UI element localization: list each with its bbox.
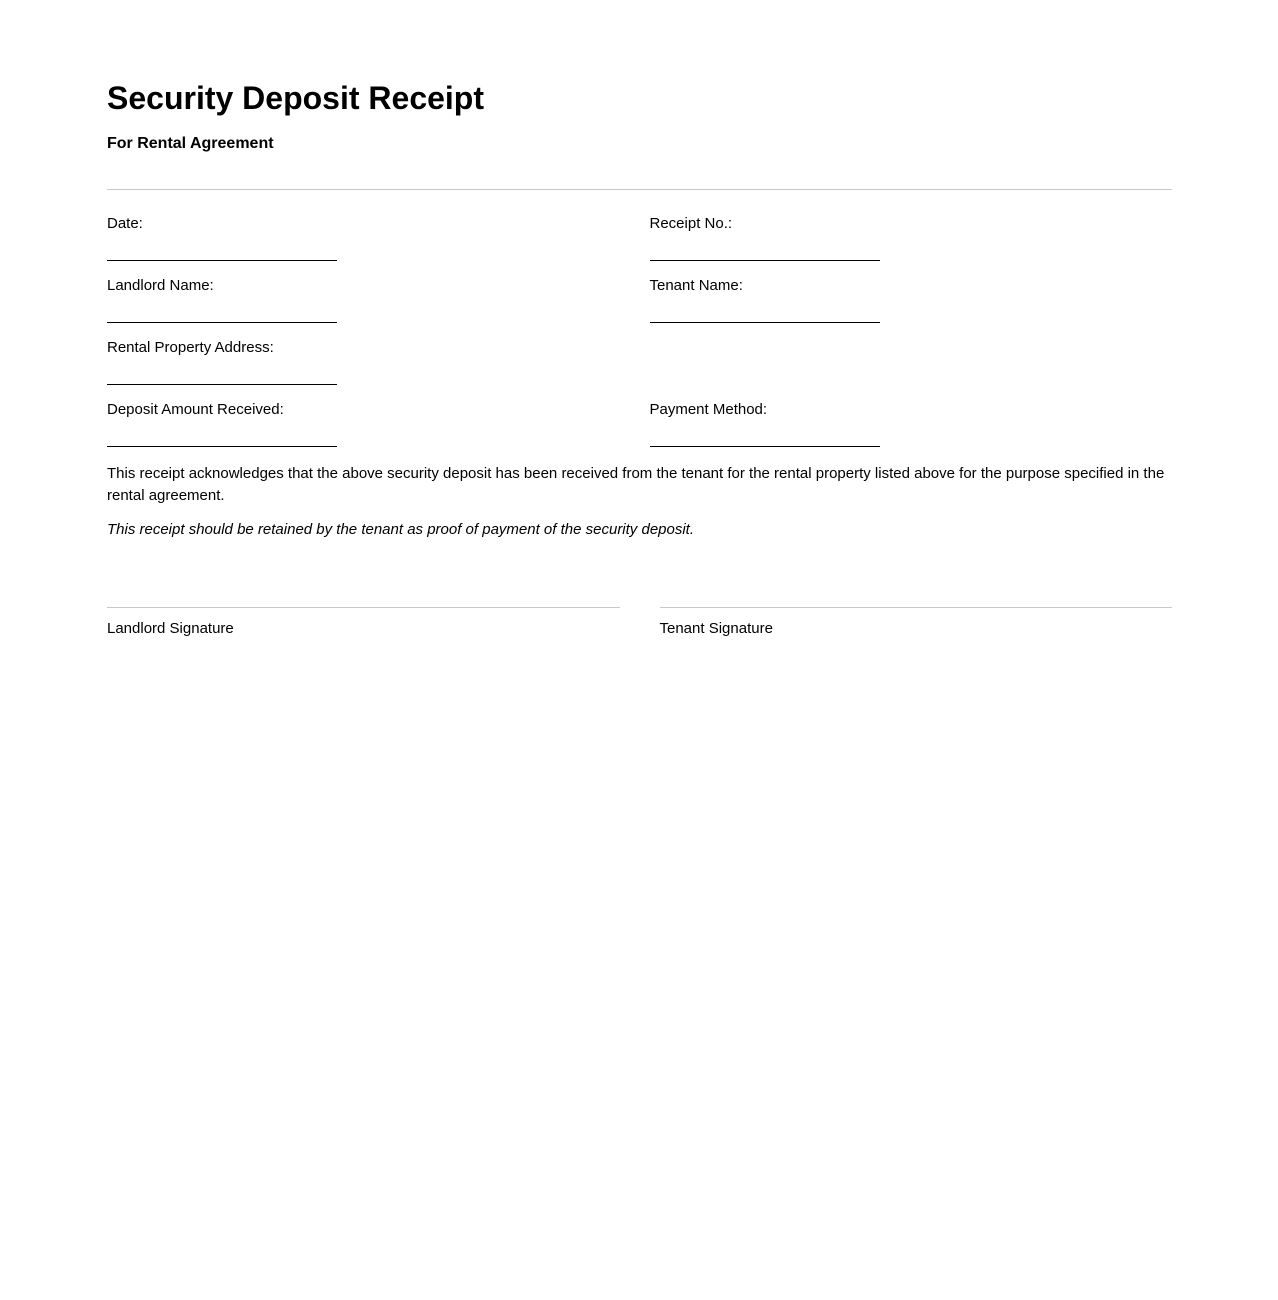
field-deposit-amount-received-blank-line <box>107 419 337 447</box>
form-grid-spacer <box>650 339 1173 385</box>
field-receipt-no-label: Receipt No.: <box>649 215 733 232</box>
tenant-signature-label: Tenant Signature <box>659 620 773 637</box>
field-receipt-no-blank-line <box>650 233 880 261</box>
landlord-signature-label: Landlord Signature <box>107 620 234 637</box>
field-payment-method <box>650 401 1173 447</box>
field-date-blank-line <box>107 233 337 261</box>
field-rental-property-address-blank-line <box>107 357 337 385</box>
field-rental-property-address-label: Rental Property Address: <box>107 339 274 356</box>
signature-section <box>107 607 1172 638</box>
field-payment-method-label: Payment Method: <box>649 401 768 418</box>
field-landlord-name-blank-line <box>107 295 337 323</box>
field-payment-method-blank-line <box>650 419 880 447</box>
field-date <box>107 215 630 261</box>
page-title: Security Deposit Receipt <box>107 80 484 116</box>
field-deposit-amount-received <box>107 401 630 447</box>
acknowledgement-paragraph: This receipt acknowledges that the above security deposit has been received from the tenant for the rental property listed above for the purpose specified in the rental agreement. <box>107 465 1165 504</box>
header-divider <box>107 189 1172 190</box>
field-tenant-name <box>650 277 1173 323</box>
field-deposit-amount-received-label: Deposit Amount Received: <box>107 401 284 418</box>
field-tenant-name-label: Tenant Name: <box>649 277 743 294</box>
retention-note-paragraph: This receipt should be retained by the tenant as proof of payment of the security deposit. <box>107 521 695 538</box>
field-landlord-name <box>107 277 630 323</box>
field-landlord-name-label: Landlord Name: <box>107 277 214 294</box>
field-date-label: Date: <box>107 215 143 232</box>
landlord-signature-block <box>107 607 620 638</box>
field-receipt-no <box>650 215 1173 261</box>
field-tenant-name-blank-line <box>650 295 880 323</box>
tenant-signature-block <box>660 607 1173 638</box>
page-subtitle: For Rental Agreement <box>107 135 274 152</box>
receipt-form-fields <box>107 215 1172 463</box>
field-rental-property-address <box>107 339 630 385</box>
